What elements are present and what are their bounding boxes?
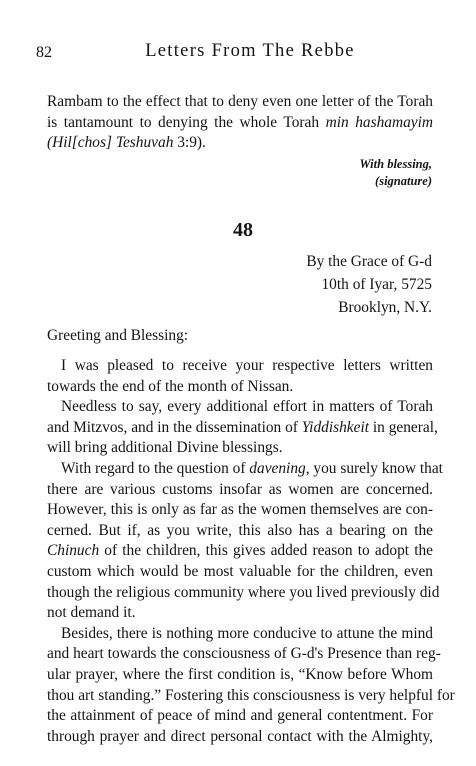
dateline [306, 250, 432, 319]
text-line: thou art standing.” Fostering this consciousness is very helpful for [47, 686, 455, 704]
signature-line: (signature) [375, 174, 432, 188]
text-line: cerned. But if, as you write, this also has a bearing on the [47, 521, 433, 539]
text-line: However, this is only as far as the women themselves are con- [47, 501, 433, 519]
text-line: through prayer and direct personal contact with the Almighty, [47, 727, 433, 745]
text-run: and Mitzvos, and in the dissemination of [47, 418, 302, 436]
closing-block [360, 156, 432, 190]
text-line [47, 133, 433, 154]
dateline-line: 10th of Iyar, 5725 [321, 276, 432, 293]
greeting [47, 326, 433, 347]
text-run: With regard to the question of [61, 459, 250, 477]
text-line: the attainment of peace of mind and general contentment. For [47, 707, 433, 725]
dateline-line: By the Grace of G-d [306, 253, 432, 270]
text-line: and heart towards the consciousness of G-d's Presence than reg- [47, 645, 441, 663]
previous-letter-ending [47, 92, 433, 154]
greeting-text: Greeting and Blessing: [47, 327, 189, 344]
text-line [47, 459, 443, 480]
text-run: , you surely know that [305, 459, 443, 477]
text-line: not demand it. [47, 604, 136, 622]
dateline-line: Brooklyn, N.Y. [338, 299, 432, 316]
text-line: towards the end of the month of Nissan. [47, 377, 294, 395]
text-line [47, 113, 433, 134]
text-line: custom which would be most valuable for the children, even [47, 562, 433, 580]
text-line: Rambam to the effect that to deny even one letter of the Torah [47, 93, 433, 110]
text-line [47, 418, 438, 439]
text-run: of the children, this gives added reason to adopt the [99, 542, 433, 560]
italic-citation: (Hil[chos] Teshuvah [47, 134, 174, 152]
page-number: 82 [36, 44, 52, 61]
text-line: there are various customs insofar as women are concerned. [47, 480, 433, 498]
closing-line: With blessing, [359, 157, 432, 171]
running-title: Letters From The Rebbe [145, 41, 355, 61]
letter-body [47, 356, 455, 747]
text-run: in general, [369, 418, 438, 436]
text-line: I was pleased to receive your respective letters written [61, 357, 433, 374]
text-line: though the religious community where you lived previously did [47, 583, 440, 601]
text-line: Needless to say, every additional effort in matters of Torah [61, 398, 433, 416]
text-line: will bring additional Divine blessings. [47, 439, 283, 457]
italic-term: Chinuch [47, 542, 100, 560]
italic-term: davening [249, 459, 306, 477]
text-line: ular prayer, where the first condition is, “Know before Whom [47, 665, 433, 683]
text-line [47, 541, 433, 562]
text-line: Besides, there is nothing more conducive to attune the mind [61, 624, 433, 642]
italic-term: Yiddishkeit [301, 418, 370, 436]
text-run: 3:9). [173, 134, 206, 152]
text-run: is tantamount to denying the whole Torah [47, 113, 326, 131]
italic-term: min hashamayim [325, 113, 433, 131]
letter-number: 48 [233, 219, 253, 241]
